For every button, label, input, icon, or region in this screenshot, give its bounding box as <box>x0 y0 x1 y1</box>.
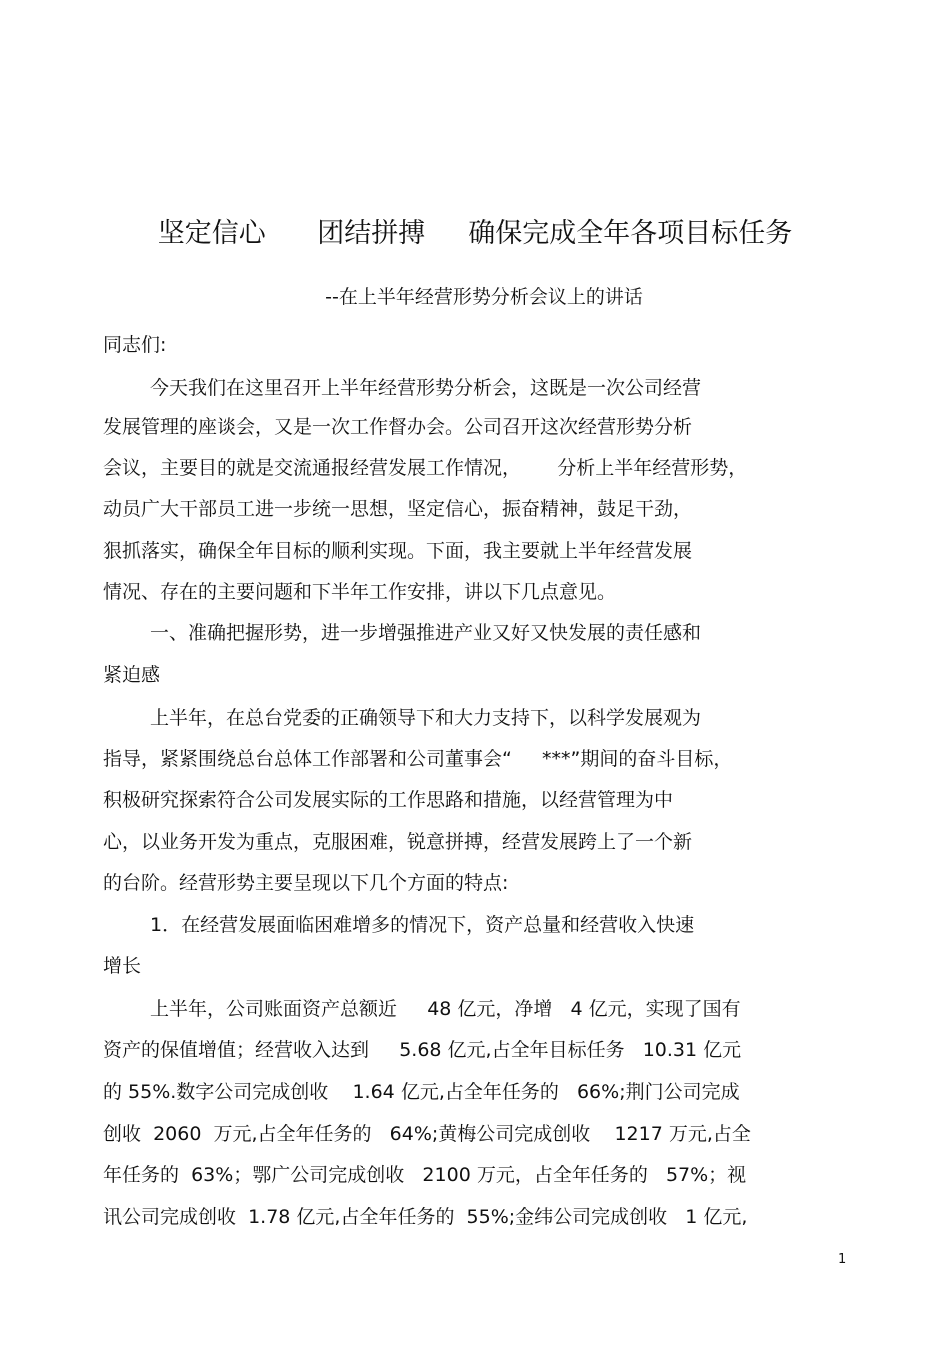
body-line: 的 55%.数字公司完成创收 1.64 亿元,占全年任务的 66%;荆门公司完成 <box>103 1081 740 1103</box>
body-line: 情况、存在的主要问题和下半年工作安排，讲以下几点意见。 <box>103 581 617 603</box>
body-line: 年任务的 63%；鄂广公司完成创收 2100 万元，占全年任务的 57%；视 <box>103 1164 747 1186</box>
document-subtitle: --在上半年经营形势分析会议上的讲话 <box>325 286 643 308</box>
body-line: 的台阶。经营形势主要呈现以下几个方面的特点: <box>103 872 509 894</box>
page-number: 1 <box>838 1252 847 1267</box>
body-line: 心，以业务开发为重点，克服困难，锐意拼搏，经营发展跨上了一个新 <box>103 831 693 853</box>
body-line: 发展管理的座谈会，又是一次工作督办会。公司召开这次经营形势分析 <box>103 416 693 438</box>
body-line: 动员广大干部员工进一步统一思想，坚定信心，振奋精神，鼓足干劲， <box>103 498 693 520</box>
section-heading: 一、准确把握形势，进一步增强推进产业又好又快发展的责任感和 <box>150 622 702 644</box>
section-heading: 紧迫感 <box>103 664 161 686</box>
body-line: 讯公司完成创收 1.78 亿元,占全年任务的 55%;金纬公司完成创收 1 亿元, <box>103 1206 748 1228</box>
body-line: 积极研究探索符合公司发展实际的工作思路和措施，以经营管理为中 <box>103 789 674 811</box>
body-line: 今天我们在这里召开上半年经营形势分析会，这既是一次公司经营 <box>150 377 702 399</box>
body-line: 狠抓落实，确保全年目标的顺利实现。下面，我主要就上半年经营发展 <box>103 540 693 562</box>
body-line: 上半年，公司账面资产总额近 48 亿元，净增 4 亿元，实现了国有 <box>150 998 741 1020</box>
subsection-heading: 1．在经营发展面临困难增多的情况下，资产总量和经营收入快速 <box>150 914 695 936</box>
body-line: 指导，紧紧围绕总台总体工作部署和公司董事会“ ***”期间的奋斗目标， <box>103 748 733 770</box>
subsection-heading: 增长 <box>103 955 142 977</box>
body-line: 资产的保值增值；经营收入达到 5.68 亿元,占全年目标任务 10.31 亿元 <box>103 1039 742 1061</box>
body-line: 会议，主要目的就是交流通报经营发展工作情况， 分析上半年经营形势， <box>103 457 748 479</box>
body-line: 上半年，在总台党委的正确领导下和大力支持下，以科学发展观为 <box>150 707 702 729</box>
salutation: 同志们: <box>103 334 167 356</box>
document-title: 坚定信心 团结拼搏 确保完成全年各项目标任务 <box>157 218 793 249</box>
body-line: 创收 2060 万元,占全年任务的 64%;黄梅公司完成创收 1217 万元,占全 <box>103 1123 751 1145</box>
